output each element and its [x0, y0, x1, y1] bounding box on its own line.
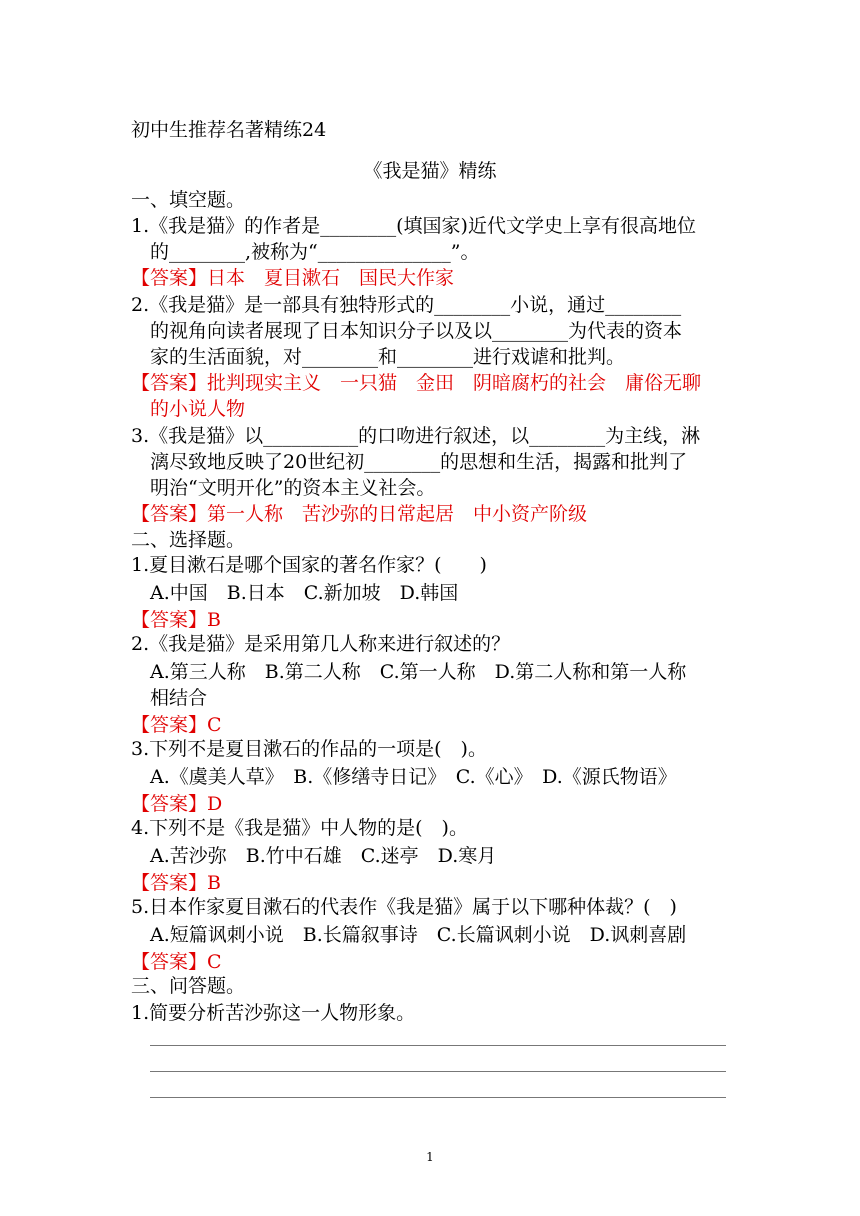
question-1-3-line-3: 明治“文明开化”的资本主义社会。 [150, 477, 436, 499]
answer-1-1: 【答案】日本 夏目漱石 国民大作家 [131, 267, 455, 289]
question-3-1: 1.简要分析苦沙弥这一人物形象。 [131, 1002, 416, 1024]
question-1-1-line-2: 的________,被称为“______________”。 [150, 241, 480, 263]
question-1-2-line-2: 的视角向读者展现了日本知识分子以及以________为代表的资本 [150, 320, 683, 342]
page-number: 1 [426, 1150, 434, 1164]
question-2-2: 2.《我是猫》是采用第几人称来进行叙述的？ [131, 633, 511, 655]
answer-2-2: 【答案】C [131, 714, 222, 736]
answer-1-3: 【答案】第一人称 苦沙弥的日常起居 中小资产阶级 [131, 503, 588, 525]
question-1-3-line-1: 3.《我是猫》以__________的口吻进行叙述，以________为主线，淋 [131, 425, 701, 447]
answer-line-1 [150, 1045, 726, 1046]
question-1-2-line-1: 2.《我是猫》是一部具有独特形式的________小说，通过________ [131, 294, 682, 316]
answer-2-3: 【答案】D [131, 793, 223, 815]
answer-2-4: 【答案】B [131, 872, 221, 894]
question-2-1-options: A.中国 B.日本 C.新加坡 D.韩国 [150, 582, 459, 604]
answer-2-1: 【答案】B [131, 609, 221, 631]
section-heading-fill-in: 一、填空题。 [131, 189, 246, 211]
answer-1-2-line-1: 【答案】批判现实主义 一只猫 金田 阴暗腐朽的社会 庸俗无聊 [131, 372, 702, 394]
question-2-3-options: A.《虞美人草》 B.《修缮寺日记》 C.《心》 D.《源氏物语》 [150, 766, 677, 788]
question-2-5-options: A.短篇讽刺小说 B.长篇叙事诗 C.长篇讽刺小说 D.讽刺喜剧 [150, 924, 687, 946]
question-1-2-line-3: 家的生活面貌，对________和________进行戏谑和批判。 [150, 346, 626, 368]
question-2-2-options-line-1: A.第三人称 B.第二人称 C.第一人称 D.第二人称和第一人称 [150, 661, 687, 683]
section-heading-multiple-choice: 二、选择题。 [131, 529, 246, 551]
answer-line-3 [150, 1097, 726, 1098]
answer-2-5: 【答案】C [131, 951, 222, 973]
question-2-4-options: A.苦沙弥 B.竹中石雄 C.迷亭 D.寒月 [150, 845, 497, 867]
answer-1-2-line-2: 的小说人物 [150, 398, 246, 420]
section-heading-short-answer: 三、问答题。 [131, 975, 246, 997]
question-2-5: 5.日本作家夏目漱石的代表作《我是猫》属于以下哪种体裁？( ) [131, 896, 677, 918]
document-title: 《我是猫》精练 [363, 160, 497, 182]
answer-line-2 [150, 1071, 726, 1072]
question-1-1-line-1: 1.《我是猫》的作者是________(填国家)近代文学史上享有很高地位 [131, 215, 696, 237]
question-1-3-line-2: 漓尽致地反映了20世纪初________的思想和生活，揭露和批判了 [150, 451, 688, 473]
question-2-2-options-line-2: 相结合 [150, 687, 208, 709]
question-2-3: 3.下列不是夏目漱石的作品的一项是( )。 [131, 738, 487, 760]
document-header: 初中生推荐名著精练24 [131, 119, 327, 141]
question-2-1: 1.夏目漱石是哪个国家的著名作家？( ) [131, 554, 487, 576]
question-2-4: 4.下列不是《我是猫》中人物的是( )。 [131, 817, 468, 839]
